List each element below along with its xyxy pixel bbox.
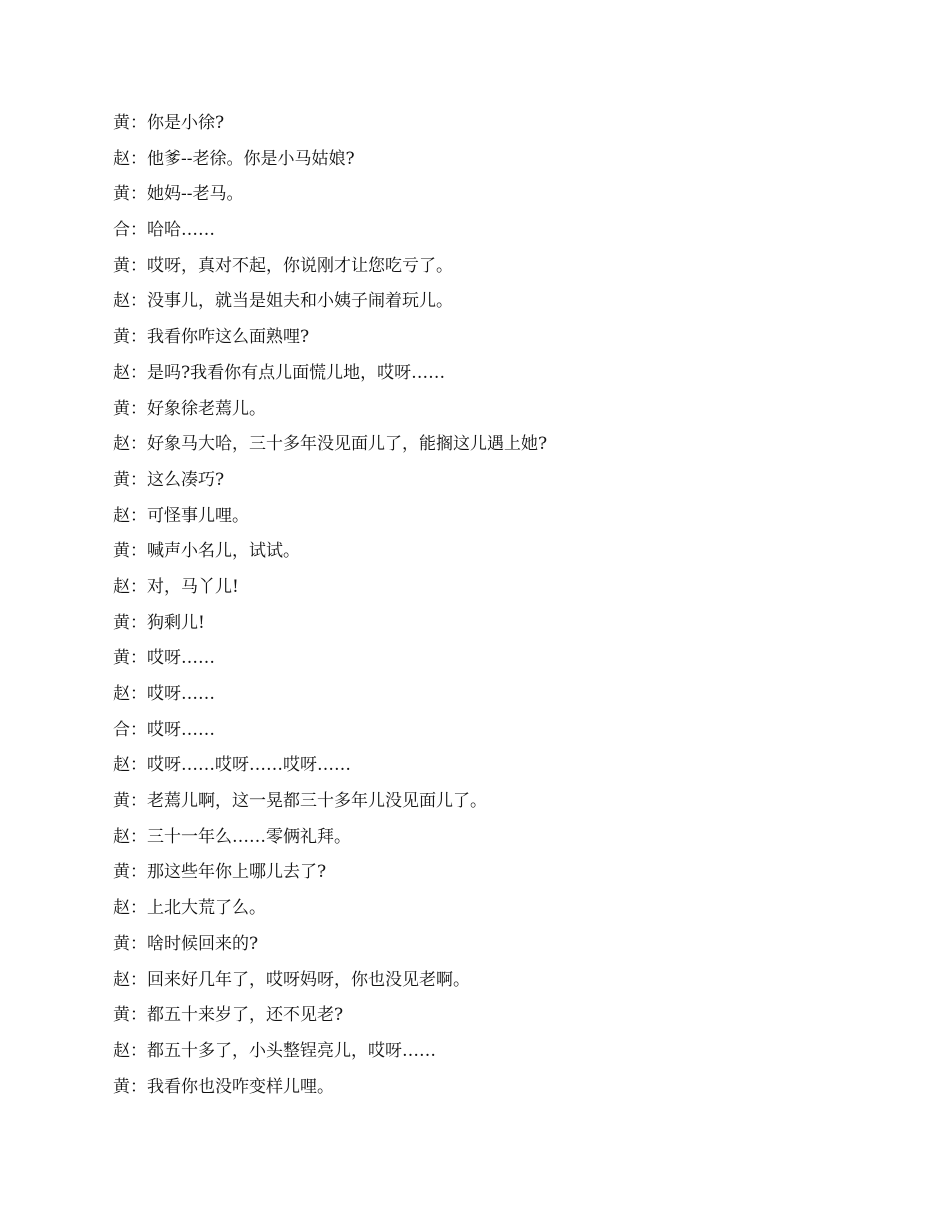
speaker-name: 黄 (113, 1005, 130, 1026)
line-text: 她妈--老马。 (147, 184, 244, 205)
dialogue-line: 赵：好象马大哈，三十多年没见面儿了，能搁这儿遇上她? (113, 434, 548, 455)
speaker-name: 赵 (113, 826, 130, 847)
speaker-name: 黄 (113, 184, 130, 205)
speaker-name: 赵 (113, 434, 130, 455)
dialogue-line: 赵：哎呀…… (113, 684, 215, 704)
dialogue-line: 黄：我看你也没咋变样儿哩。 (113, 1076, 334, 1097)
speaker-name: 黄 (113, 327, 130, 348)
speaker-name: 赵 (113, 505, 130, 526)
speaker-name: 赵 (113, 362, 130, 383)
dialogue-line: 合：哈哈…… (113, 220, 215, 241)
dialogue-line: 赵：可怪事儿哩。 (113, 505, 249, 526)
speaker-name: 黄 (113, 255, 130, 276)
dialogue-line: 赵：都五十多了，小头整锃亮儿，哎呀…… (113, 1040, 436, 1061)
dialogue-line: 合：哎呀…… (113, 719, 215, 740)
line-text: 喊声小名儿，试试。 (147, 541, 300, 562)
dialogue-line: 赵：对，马丫儿! (113, 576, 239, 597)
dialogue-line: 黄：哎呀，真对不起，你说刚才让您吃亏了。 (113, 255, 453, 276)
line-text: 可怪事儿哩。 (147, 505, 249, 526)
dialogue-line: 黄：喊声小名儿，试试。 (113, 541, 300, 562)
speaker-name: 赵 (113, 755, 130, 776)
speaker-name: 赵 (113, 1040, 130, 1061)
line-text: 那这些年你上哪儿去了? (147, 862, 327, 883)
speaker-name: 黄 (113, 648, 130, 669)
speaker-name: 黄 (113, 469, 130, 490)
line-text: 好象马大哈，三十多年没见面儿了，能搁这儿遇上她? (147, 434, 548, 455)
dialogue-line: 赵：三十一年么……零俩礼拜。 (113, 826, 351, 847)
line-text: 老蔫儿啊，这一晃都三十多年儿没见面儿了。 (147, 791, 487, 812)
line-text: 都五十多了，小头整锃亮儿，哎呀…… (147, 1040, 436, 1061)
speaker-name: 赵 (113, 291, 130, 312)
line-text: 这么凑巧? (147, 469, 225, 490)
line-text: 回来好几年了，哎呀妈呀，你也没见老啊。 (147, 969, 470, 990)
dialogue-list (113, 109, 873, 1108)
line-text: 哎呀…… (147, 684, 215, 704)
line-text: 好象徐老蔫儿。 (147, 398, 266, 419)
dialogue-line: 赵：哎呀……哎呀……哎呀…… (113, 755, 351, 776)
dialogue-line: 赵：回来好几年了，哎呀妈呀，你也没见老啊。 (113, 969, 470, 990)
dialogue-line: 黄：啥时候回来的? (113, 933, 259, 954)
speaker-name: 赵 (113, 148, 130, 169)
speaker-name: 黄 (113, 933, 130, 954)
line-text: 哎呀…… (147, 648, 215, 669)
dialogue-line: 黄：狗剩儿! (113, 612, 205, 633)
line-text: 啥时候回来的? (147, 933, 259, 954)
speaker-name: 黄 (113, 791, 130, 812)
dialogue-line: 黄：我看你咋这么面熟哩? (113, 327, 310, 348)
line-text: 都五十来岁了，还不见老? (147, 1005, 344, 1026)
speaker-name: 合 (113, 220, 130, 241)
dialogue-line: 黄：这么凑巧? (113, 469, 225, 490)
line-text: 对，马丫儿! (147, 576, 239, 597)
dialogue-line: 黄：都五十来岁了，还不见老? (113, 1005, 344, 1026)
speaker-name: 黄 (113, 113, 130, 133)
line-text: 没事儿，就当是姐夫和小姨子闹着玩儿。 (147, 291, 453, 312)
line-text: 哈哈…… (147, 220, 215, 241)
dialogue-line: 黄：好象徐老蔫儿。 (113, 398, 266, 419)
speaker-name: 黄 (113, 612, 130, 633)
speaker-name: 黄 (113, 541, 130, 562)
dialogue-line: 黄：她妈--老马。 (113, 184, 244, 205)
line-text: 我看你也没咋变样儿哩。 (147, 1076, 334, 1097)
speaker-name: 合 (113, 719, 130, 740)
dialogue-line: 赵：是吗?我看你有点儿面慌儿地，哎呀…… (113, 362, 446, 383)
speaker-name: 赵 (113, 969, 130, 990)
line-text: 你是小徐? (147, 113, 225, 133)
line-text: 他爹--老徐。你是小马姑娘? (147, 148, 355, 169)
speaker-name: 赵 (113, 898, 130, 919)
line-text: 狗剩儿! (147, 612, 205, 633)
speaker-name: 赵 (113, 576, 130, 597)
speaker-name: 黄 (113, 862, 130, 883)
line-text: 哎呀，真对不起，你说刚才让您吃亏了。 (147, 255, 453, 276)
dialogue-line: 黄：你是小徐? (113, 113, 225, 133)
line-text: 哎呀……哎呀……哎呀…… (147, 755, 351, 776)
dialogue-line: 赵：他爹--老徐。你是小马姑娘? (113, 148, 355, 169)
line-text: 哎呀…… (147, 719, 215, 740)
line-text: 三十一年么……零俩礼拜。 (147, 826, 351, 847)
dialogue-line: 赵：没事儿，就当是姐夫和小姨子闹着玩儿。 (113, 291, 453, 312)
line-text: 我看你咋这么面熟哩? (147, 327, 310, 348)
dialogue-line: 黄：哎呀…… (113, 648, 215, 669)
speaker-name: 黄 (113, 398, 130, 419)
dialogue-line: 黄：那这些年你上哪儿去了? (113, 862, 327, 883)
speaker-name: 黄 (113, 1076, 130, 1097)
dialogue-line: 赵：上北大荒了么。 (113, 898, 266, 919)
speaker-name: 赵 (113, 684, 130, 704)
line-text: 上北大荒了么。 (147, 898, 266, 919)
line-text: 是吗?我看你有点儿面慌儿地，哎呀…… (147, 362, 446, 383)
dialogue-line: 黄：老蔫儿啊，这一晃都三十多年儿没见面儿了。 (113, 791, 487, 812)
